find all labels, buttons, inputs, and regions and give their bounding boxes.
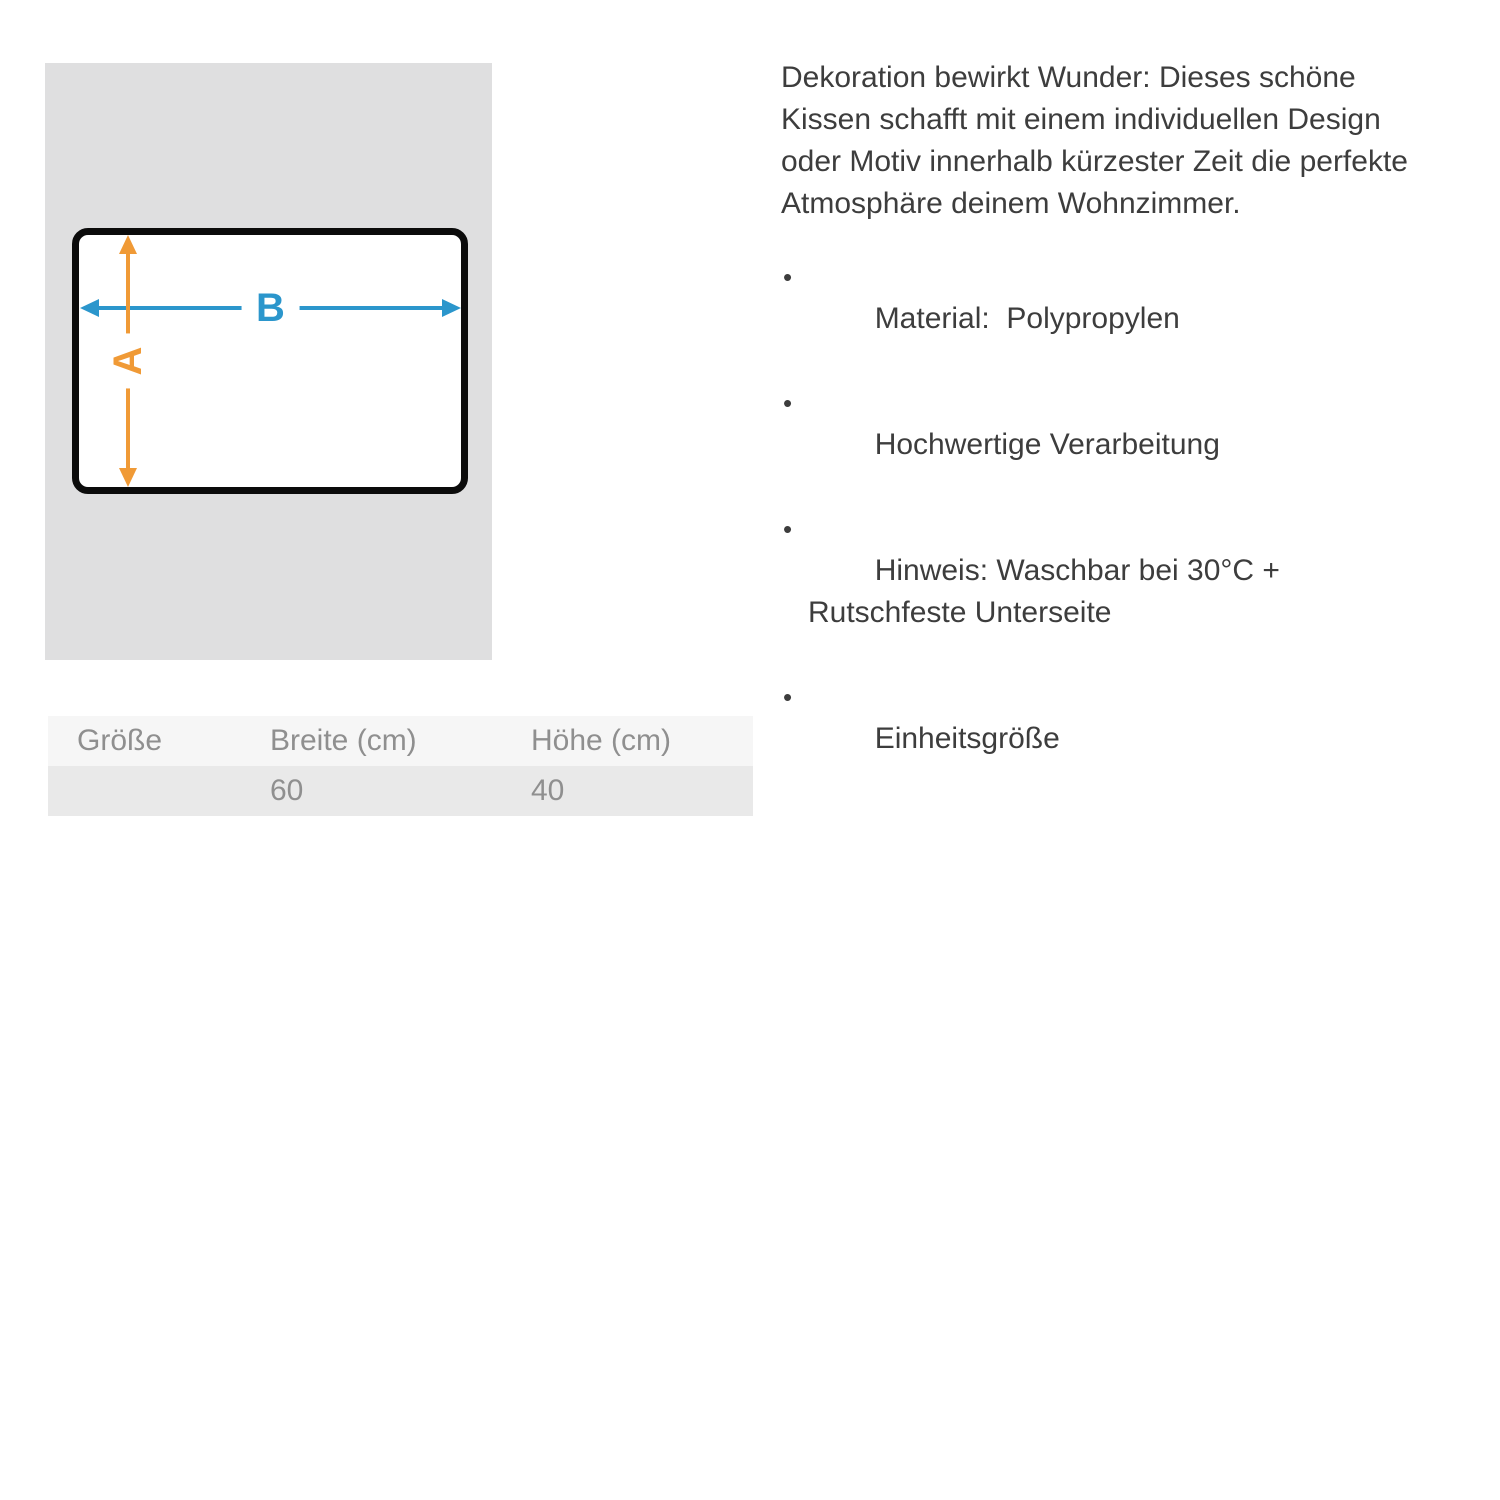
feature-item-size xyxy=(781,676,1431,802)
height-arrow-label: A xyxy=(106,334,150,389)
arrow-down-icon xyxy=(119,468,137,487)
size-diagram-panel xyxy=(45,63,492,660)
width-arrow-label: B xyxy=(241,286,300,330)
feature-item-material xyxy=(781,256,1431,382)
bullet-icon: • xyxy=(783,388,793,418)
column-header-groesse: Größe xyxy=(77,724,163,757)
arrow-up-icon xyxy=(119,235,137,254)
feature-item-label: Material: Polypropylen xyxy=(874,302,1180,335)
feature-item-quality xyxy=(781,382,1431,508)
feature-item-label: Hinweis: Waschbar bei 30°C + Rutschfeste Unterseite xyxy=(808,554,1297,629)
feature-list xyxy=(781,256,1431,802)
product-description-paragraph: Dekoration bewirkt Wunder: Dieses schöne Kissen schafft mit einem individuellen Design oder Motiv innerhalb kürzester Zeit die perfekte Atmosphäre deinem Wohnzimmer. xyxy=(781,61,1408,220)
arrow-left-icon xyxy=(80,299,99,317)
bullet-icon: • xyxy=(783,262,793,292)
product-description-block xyxy=(781,57,1431,802)
cell-breite: 60 xyxy=(270,774,304,807)
column-header-breite: Breite (cm) xyxy=(270,724,417,757)
feature-item-care xyxy=(781,508,1431,676)
cell-hoehe: 40 xyxy=(531,774,565,807)
feature-item-label: Hochwertige Verarbeitung xyxy=(874,428,1220,461)
size-table-row xyxy=(48,766,753,816)
size-table-header-row xyxy=(48,716,753,766)
bullet-icon: • xyxy=(783,682,793,712)
size-table xyxy=(48,716,753,816)
bullet-icon: • xyxy=(783,514,793,544)
feature-item-label: Einheitsgröße xyxy=(874,722,1060,755)
height-dimension-arrow xyxy=(106,235,150,487)
arrow-right-icon xyxy=(442,299,461,317)
column-header-hoehe: Höhe (cm) xyxy=(531,724,672,757)
